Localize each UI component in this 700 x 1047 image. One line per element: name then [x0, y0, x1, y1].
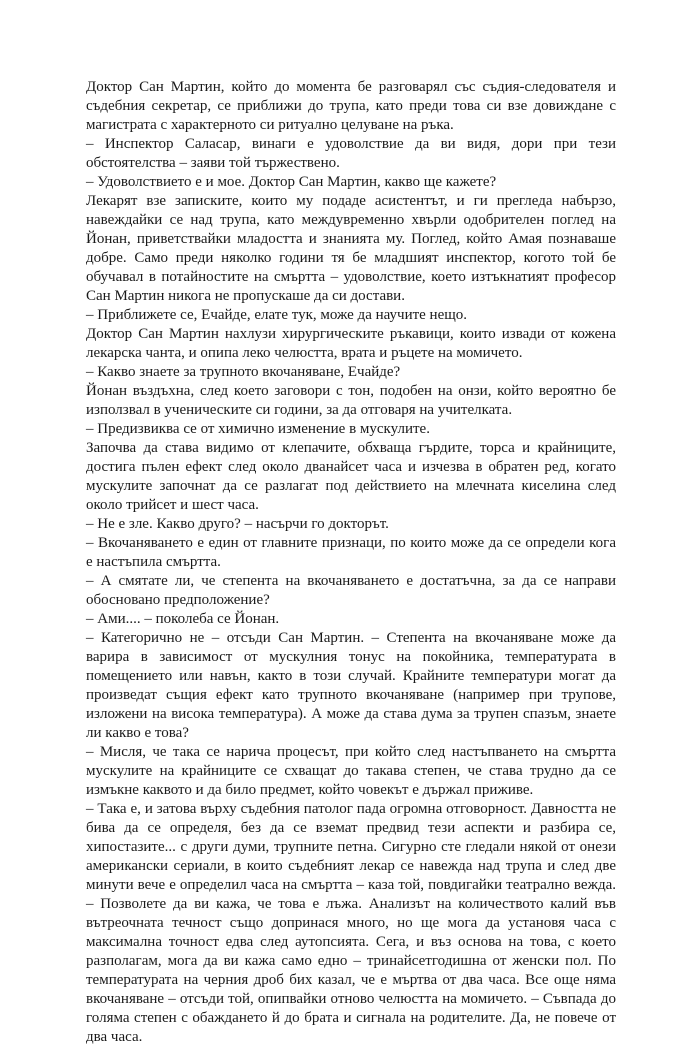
paragraph-9: – Предизвиква се от химично изменение в мускулите. — [86, 421, 430, 437]
paragraph-11: – Не е зле. Какво друго? – насърчи го докторът. — [86, 516, 389, 532]
paragraph-10: Започва да става видимо от клепачите, обхваща гърдите, торса и крайниците, достига пълен ефект след около дванайсет часа и изчезва в обратен ред, когато мускулите започнат да се разлагат под действието на млечната киселина след около трийсет и шест часа. — [86, 440, 616, 513]
paragraph-14: – Ами.... – поколеба се Йонан. — [86, 611, 280, 627]
paragraph-7: – Какво знаете за трупното вкочаняване, Ечайде? — [86, 364, 401, 380]
paragraph-4: Лекарят взе записките, които му подаде асистентът, и ги прегледа набързо, навеждайки се над трупа, като междувременно хвърли одобрителен поглед на Йонан, приветствайки младостта и знанията му. Поглед, който Амая познаваше добре. Само преди няколко години тя бе младшият инспектор, когото той бе обучавал в потайностите на смъртта – удоволствие, което изтъкнатият професор Сан Мартин никога не пропускаше да си достави. — [86, 193, 616, 304]
paragraph-6: Доктор Сан Мартин нахлузи хирургическите ръкавици, които извади от кожена лекарска чанта, и опипа леко челюстта, врата и ръцете на момичето. — [86, 326, 616, 361]
paragraph-17: – Така е, и затова върху съдебния патолог пада огромна отговорност. Давността не бива да се определя, без да се вземат предвид тези аспекти и разбира се, хипостазите... с други думи, трупните петна. Сигурно сте гледали някой от онези американски сериали, в които съдебният лекар се навежда над трупа и след две минути вече е определил часа на смъртта – каза той, повдигайки театрално вежда. – Позволете да ви кажа, че това е лъжа. Анализът на количеството калий във вътреочната течност също допринася много, но ще мога да установя часа с максимална точност едва след аутопсията. Сега, и въз основа на това, с което разполагам, мога да ви кажа само едно – тринайсетгодишна от женски пол. По температурата на черния дроб бих казал, че е мъртва от два часа. Все още няма вкочаняване – отсъди той, опипвайки отново челюстта на момичето. – Съвпада до голяма степен с обаждането й до брата и сигнала на родителите. Да, не повече от два часа. — [86, 801, 616, 1045]
paragraph-15: – Категорично не – отсъди Сан Мартин. – Степента на вкочаняване може да варира в зависимост от мускулния тонус на покойника, температурата в помещението или навън, както в този случай. Крайните температури могат да произведат същия ефект като трупното вкочаняване (например при трупове, изложени на висока температура). А може да става дума за трупен спазъм, знаете ли какво е това? — [86, 630, 616, 741]
document-page — [86, 78, 616, 1047]
paragraph-13: – А смятате ли, че степента на вкочаняването е достатъчна, за да се направи обосновано предположение? — [86, 573, 616, 608]
paragraph-12: – Вкочаняването е един от главните признаци, по които може да се определи кога е настъпила смъртта. — [86, 535, 616, 570]
paragraph-16: – Мисля, че така се нарича процесът, при който след настъпването на смъртта мускулите на крайниците се схващат до такава степен, че става трудно да се измъкне каквото и да било предмет, който човекът е държал приживе. — [86, 744, 616, 798]
paragraph-1: Доктор Сан Мартин, който до момента бе разговарял със съдия-следователя и съдебния секретар, се приближи до трупа, като преди това си взе довиждане с магистрата с характерното си ритуално целуване на ръка. — [86, 79, 616, 133]
paragraph-2: – Инспектор Саласар, винаги е удоволствие да ви видя, дори при тези обстоятелства – заяви той тържествено. — [86, 136, 616, 171]
paragraph-3: – Удоволствието е и мое. Доктор Сан Мартин, какво ще кажете? — [86, 174, 497, 190]
paragraph-5: – Приближете се, Ечайде, елате тук, може да научите нещо. — [86, 307, 468, 323]
paragraph-8: Йонан въздъхна, след което заговори с тон, подобен на онзи, който вероятно бе използвал в ученическите си години, за да отговаря на учителката. — [86, 383, 616, 418]
